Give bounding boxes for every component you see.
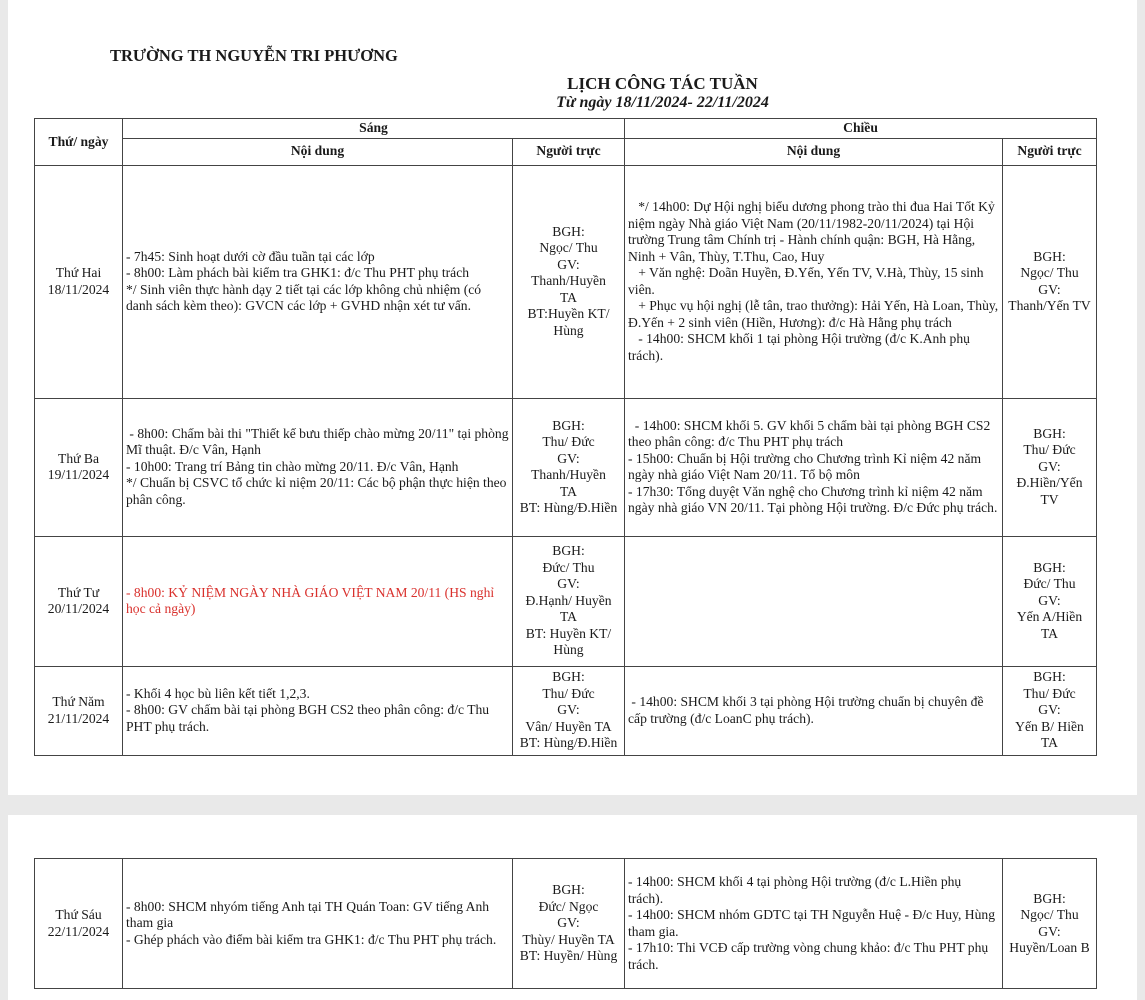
morning-content-cell	[123, 536, 513, 666]
afternoon-duty-cell	[1003, 165, 1097, 398]
schedule-item: - 8h00: GV chấm bài tại phòng BGH CS2 theo phân công: đ/c Thu PHT phụ trách.	[126, 702, 493, 734]
schedule-item: - Ghép phách vào điểm bài kiểm tra GHK1: đ/c Thu PHT phụ trách.	[126, 931, 497, 947]
morning-content-cell	[123, 165, 513, 398]
duty-line: Đức/ Thu	[1023, 576, 1076, 592]
duty-line: TA	[1040, 735, 1059, 751]
day-date: 22/11/2024	[47, 923, 110, 939]
date-range: Từ ngày 18/11/2024- 22/11/2024	[556, 94, 769, 111]
duty-line: Thu/ Đức	[542, 685, 595, 701]
schedule-item: - 10h00: Trang trí Bảng tin chào mừng 20/11. Đ/c Vân, Hạnh	[126, 458, 459, 474]
duty-line: BGH:	[552, 417, 585, 433]
schedule-item: - 14h00: SHCM khối 4 tại phòng Hội trường (đ/c L.Hiền phụ trách).	[628, 874, 965, 906]
duty-line: GV:	[1038, 458, 1061, 474]
morning-duty-cell	[513, 165, 625, 398]
duty-line: Yến B/ Hiền	[1015, 718, 1084, 734]
day-cell	[35, 398, 123, 536]
day-name: Thứ Hai	[55, 265, 102, 280]
schedule-table	[34, 118, 1097, 756]
day-date: 18/11/2024	[47, 281, 110, 297]
schedule-item: - 8h00: SHCM nhyóm tiếng Anh tại TH Quán Toan: GV tiếng Anh tham gia	[126, 898, 493, 931]
day-cell	[35, 859, 123, 989]
duty-line: GV:	[1038, 281, 1061, 297]
duty-line: TA	[559, 483, 578, 499]
duty-line: Đ.Hiền/Yến	[1016, 475, 1083, 491]
duty-line: Thanh/Huyền	[531, 467, 606, 482]
schedule-item: */ Chuẩn bị CSVC tổ chức kỉ niệm 20/11: Các bộ phận thực hiện theo phân công.	[126, 475, 510, 507]
duty-line: BGH:	[1033, 425, 1066, 441]
duty-line: Đ.Hạnh/ Huyền	[525, 592, 612, 608]
duty-line: GV:	[557, 450, 580, 466]
duty-line: Hùng	[553, 322, 584, 338]
schedule-item: + Phục vụ hội nghị (lễ tân, trao thưởng): Hải Yến, Hà Loan, Thùy, Đ.Yến + 2 sinh viên (Hiền, Hương): đ/c Hà Hằng phụ trách	[628, 298, 1002, 330]
duty-line: TA	[1040, 625, 1059, 641]
afternoon-content-cell	[625, 165, 1003, 398]
schedule-item: - 8h00: KỶ NIỆM NGÀY NHÀ GIÁO VIỆT NAM 20/11 (HS nghỉ học cả ngày)	[126, 584, 498, 616]
day-name: Thứ Ba	[58, 450, 99, 466]
schedule-item: - 15h00: Chuẩn bị Hội trường cho Chương trình Kỉ niệm 42 năm ngày nhà giáo Việt Nam 20/11. Tổ bộ môn	[628, 450, 985, 482]
day-date: 19/11/2024	[47, 467, 110, 482]
header-morning-content: Nội dung	[123, 138, 513, 165]
duty-line: BGH:	[1033, 559, 1066, 575]
duty-line: BT: Huyền KT/	[525, 625, 612, 641]
morning-content-cell	[123, 666, 513, 755]
duty-line: Đức/ Ngọc	[538, 898, 599, 914]
duty-line: GV:	[1038, 702, 1061, 718]
header-afternoon-duty: Người trực	[1003, 138, 1097, 165]
schedule-item: */ 14h00: Dự Hội nghị biểu dương phong trào thi đua Hai Tốt Kỷ niệm ngày Nhà giáo Việt Nam (20/11/1982-20/11/2024) tại Hội trường Trung tâm Chính trị - Hành chính quận: BGH, Hà Hằng, Ninh + Vân, Thùy, T.Thu, Cao, Huy	[628, 199, 999, 264]
header-day: Thứ/ ngày	[35, 119, 123, 166]
header-afternoon: Chiều	[625, 119, 1097, 139]
schedule-item: - 17h30: Tổng duyệt Văn nghệ cho Chương trình kỉ niệm 42 năm ngày nhà giáo VN 20/11. Tại phòng Hội trường. Đ/c Đức phụ trách.	[628, 483, 998, 515]
duty-line: Ngọc/ Thu	[1020, 265, 1079, 280]
school-name: TRƯỜNG TH NGUYỄN TRI PHƯƠNG	[110, 46, 398, 65]
day-name: Thứ Sáu	[55, 907, 102, 922]
afternoon-duty-cell	[1003, 859, 1097, 989]
duty-line: Ngọc/ Thu	[539, 240, 598, 256]
duty-line: BGH:	[1033, 890, 1066, 906]
document-title-block	[8, 74, 1137, 112]
morning-content-cell	[123, 398, 513, 536]
schedule-item: - 14h00: SHCM khối 3 tại phòng Hội trường chuẩn bị chuyên đề cấp trường (đ/c LoanC phụ trách).	[628, 694, 987, 726]
duty-line: BT: Hùng/Đ.Hiền	[519, 735, 618, 751]
header-afternoon-content: Nội dung	[625, 138, 1003, 165]
schedule-item: - Khối 4 học bù liên kết tiết 1,2,3.	[126, 685, 310, 701]
duty-line: BGH:	[1033, 669, 1066, 685]
table-row	[35, 859, 1097, 989]
document-title: LỊCH CÔNG TÁC TUẦN	[567, 74, 758, 93]
duty-line: Thanh/Yến TV	[1008, 298, 1091, 313]
duty-line: Vân/ Huyền TA	[525, 718, 612, 734]
duty-line: BT: Huyền/ Hùng	[519, 948, 618, 964]
duty-line: Hùng	[553, 642, 584, 658]
schedule-item: + Văn nghệ: Doãn Huyền, Đ.Yến, Yến TV, V.Hà, Thùy, 15 sinh viên.	[628, 265, 987, 297]
afternoon-duty-cell	[1003, 398, 1097, 536]
schedule-item: */ Sinh viên thực hành dạy 2 tiết tại các lớp không chủ nhiệm (có danh sách kèm theo): GVCN các lớp + GVHD nhận xét tư vấn.	[126, 281, 485, 313]
duty-line: TA	[559, 609, 578, 625]
duty-line: BT: Hùng/Đ.Hiền	[519, 500, 618, 515]
duty-line: GV:	[1038, 923, 1061, 939]
header-morning-duty: Người trực	[513, 138, 625, 165]
duty-line: Thu/ Đức	[1023, 442, 1076, 458]
day-name: Thứ Năm	[52, 694, 105, 709]
schedule-item: - 8h00: Chấm bài thi "Thiết kế bưu thiếp chào mừng 20/11" tại phòng Mĩ thuật. Đ/c Vân, Hạnh	[126, 425, 512, 458]
duty-line: GV:	[1038, 592, 1061, 608]
afternoon-content-cell	[625, 666, 1003, 755]
afternoon-duty-cell	[1003, 536, 1097, 666]
duty-line: BGH:	[552, 223, 585, 239]
morning-duty-cell	[513, 859, 625, 989]
schedule-table-continued	[34, 858, 1097, 989]
duty-line: BT:Huyền KT/	[527, 306, 610, 322]
duty-line: GV:	[557, 576, 580, 592]
afternoon-content-cell	[625, 536, 1003, 666]
duty-line: Thu/ Đức	[542, 434, 595, 449]
duty-line: TV	[1040, 491, 1059, 507]
schedule-item: - 7h45: Sinh hoạt dưới cờ đầu tuần tại các lớp	[126, 248, 375, 264]
schedule-item: - 14h00: SHCM nhóm GDTC tại TH Nguyễn Huệ - Đ/c Huy, Hùng tham gia.	[628, 907, 999, 939]
duty-line: Thanh/Huyền	[531, 273, 606, 289]
day-cell	[35, 666, 123, 755]
day-name: Thứ Tư	[57, 584, 100, 600]
schedule-item: - 14h00: SHCM khối 1 tại phòng Hội trường (đ/c K.Anh phụ trách).	[628, 331, 974, 363]
day-date: 21/11/2024	[47, 710, 110, 726]
morning-content-cell	[123, 859, 513, 989]
afternoon-duty-cell	[1003, 666, 1097, 755]
duty-line: Yến A/Hiền	[1016, 609, 1083, 625]
duty-line: GV:	[557, 915, 580, 931]
duty-line: Ngọc/ Thu	[1020, 907, 1079, 922]
afternoon-content-cell	[625, 859, 1003, 989]
duty-line: Thùy/ Huyền TA	[522, 931, 615, 947]
duty-line: Đức/ Thu	[542, 559, 595, 575]
duty-line: Huyền/Loan B	[1009, 940, 1090, 955]
table-row	[35, 165, 1097, 398]
schedule-item: - 8h00: Làm phách bài kiểm tra GHK1: đ/c Thu PHT phụ trách	[126, 265, 470, 280]
table-row	[35, 536, 1097, 666]
morning-duty-cell	[513, 536, 625, 666]
table-row	[35, 666, 1097, 755]
duty-line: BGH:	[552, 669, 585, 685]
afternoon-content-cell	[625, 398, 1003, 536]
day-cell	[35, 536, 123, 666]
day-cell	[35, 165, 123, 398]
duty-line: TA	[559, 289, 578, 305]
duty-line: BGH:	[1033, 248, 1066, 264]
duty-line: GV:	[557, 702, 580, 718]
schedule-item: - 14h00: SHCM khối 5. GV khối 5 chấm bài tại phòng BGH CS2 theo phân công: đ/c Thu PHT phụ trách	[628, 417, 994, 449]
duty-line: BGH:	[552, 882, 585, 898]
day-date: 20/11/2024	[47, 601, 110, 616]
morning-duty-cell	[513, 398, 625, 536]
header-morning: Sáng	[123, 119, 625, 139]
morning-duty-cell	[513, 666, 625, 755]
duty-line: BGH:	[552, 543, 585, 559]
schedule-item: - 17h10: Thi VCĐ cấp trường vòng chung khảo: đ/c Thu PHT phụ trách.	[628, 940, 992, 972]
duty-line: Thu/ Đức	[1023, 685, 1076, 701]
table-row	[35, 398, 1097, 536]
duty-line: GV:	[557, 256, 580, 272]
